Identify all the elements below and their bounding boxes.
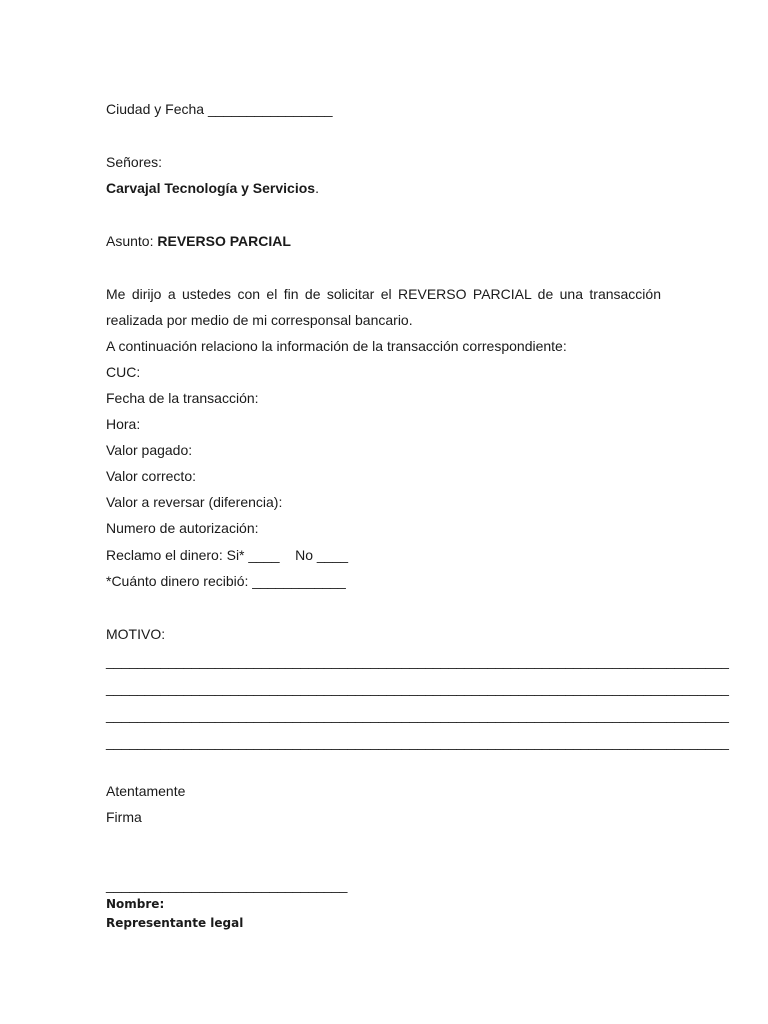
field-correct-value: Valor correcto: [106,468,196,484]
city-date-line: Ciudad y Fecha ________________ [106,101,333,117]
body-line-3: A continuación relaciono la información de la transacción correspondiente: [106,338,567,354]
subject-line [106,232,291,250]
field-cuc: CUC: [106,364,141,380]
addressee [106,179,319,197]
subject-label: Asunto: [106,233,158,249]
company-period: . [315,180,319,196]
motivo-line-4: ________________________________________________________________________________ [106,734,729,750]
body-line-1: Me dirijo a ustedes con el fin de solicitar el REVERSO PARCIAL de una transacción [106,286,661,302]
motivo-line-3: ________________________________________________________________________________ [106,707,729,723]
greeting: Señores: [106,154,163,170]
subject-value: REVERSO PARCIAL [157,233,291,249]
motivo-label: MOTIVO: [106,626,166,642]
body-line-2: realizada por medio de mi corresponsal bancario. [106,312,413,328]
motivo-line-2: ________________________________________________________________________________ [106,680,729,696]
field-time: Hora: [106,416,141,432]
signature-line: _______________________________ [106,877,348,893]
signature-label: Firma [106,809,142,825]
company-name: Carvajal Tecnología y Servicios [106,180,316,196]
field-reverse-value: Valor a reversar (diferencia): [106,494,283,510]
role-label: Representante legal [106,916,244,930]
field-transaction-date: Fecha de la transacción: [106,390,259,406]
closing: Atentamente [106,783,186,799]
motivo-line-1: ________________________________________________________________________________ [106,653,729,669]
field-money-received: *Cuánto dinero recibió: ____________ [106,573,346,589]
name-label: Nombre: [106,897,165,911]
field-paid-value: Valor pagado: [106,442,193,458]
field-money-claimed: Reclamo el dinero: Si* ____ No ____ [106,547,349,563]
field-authorization-number: Numero de autorización: [106,520,259,536]
